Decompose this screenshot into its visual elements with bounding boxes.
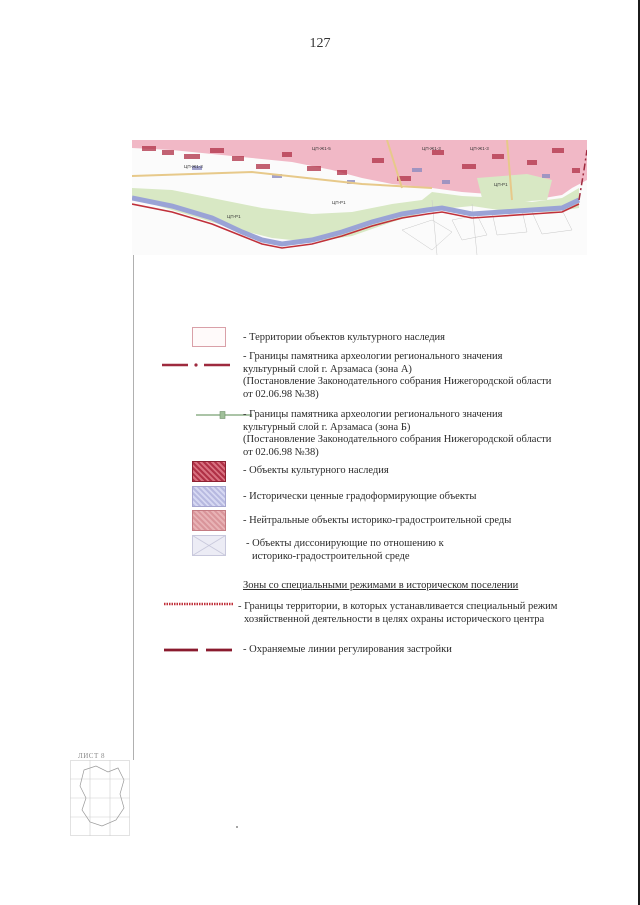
special-regime-boundary-symbol xyxy=(164,601,234,607)
map-fragment xyxy=(132,140,587,255)
heritage-territory-swatch xyxy=(192,327,226,347)
map-label: ЦП-Ж1-3 xyxy=(470,146,489,151)
zones-heading: Зоны со специальными режимами в историческом поселении xyxy=(243,580,519,591)
neutral-objects-swatch xyxy=(192,510,226,531)
legend-item xyxy=(243,409,551,459)
valuable-objects-swatch xyxy=(192,486,226,507)
regulation-line-symbol xyxy=(164,646,232,654)
legend-line: культурный слой г. Арзамаса (зона Б) xyxy=(243,421,411,433)
map-label: ЦП-Ж1-3 xyxy=(422,146,441,151)
legend-line: культурный слой г. Арзамаса (зона А) xyxy=(243,363,412,375)
legend-item: - Объекты культурного наследия xyxy=(243,465,389,476)
legend-item: - Нейтральные объекты историко-градостроительной среды xyxy=(243,515,512,526)
legend-item: - Территории объектов культурного наследия xyxy=(243,332,445,343)
heritage-objects-swatch xyxy=(192,461,226,482)
sheet-frame-line xyxy=(133,255,134,760)
legend-line: - Объекты диссонирующие по отношению к xyxy=(246,538,444,549)
legend-line: (Постановление Законодательного собрания Нижегородской области xyxy=(243,434,552,445)
legend-line: - Границы территории, в которых устанавливается специальный режим xyxy=(238,601,558,612)
map-label: ЦП-Р1 xyxy=(227,214,241,219)
dissonant-objects-swatch xyxy=(192,535,226,556)
legend-line: историко-градостроительной среде xyxy=(252,550,410,562)
sheet-label: ЛИСТ 8 xyxy=(78,752,105,760)
map-label: ЦП-Ж1-5 xyxy=(312,146,331,151)
legend-line: от 02.06.98 №38) xyxy=(243,388,319,400)
sheet-key-map xyxy=(70,760,130,836)
map-label: ЦП-Р1 xyxy=(494,182,508,187)
page-number: 127 xyxy=(309,36,331,51)
map-label: ЦП-Ж1-3 xyxy=(184,164,203,169)
legend-item: - Охраняемые линии регулирования застройки xyxy=(243,644,452,655)
legend-line: - Границы памятника археологии регионального значения xyxy=(243,409,503,420)
legend-item xyxy=(243,351,551,401)
archaeology-boundary-a-symbol xyxy=(162,360,230,370)
legend-item: - Исторически ценные градоформирующие объекты xyxy=(243,491,477,502)
map-label: ЦП-Р1 xyxy=(332,200,346,205)
legend-item xyxy=(246,538,444,563)
legend-line: от 02.06.98 №38) xyxy=(243,446,319,458)
legend-item xyxy=(238,601,557,626)
legend-line: (Постановление Законодательного собрания Нижегородской области xyxy=(243,376,552,387)
legend-line: - Границы памятника археологии регионального значения xyxy=(243,351,503,362)
legend-line: хозяйственной деятельности в целях охраны исторического центра xyxy=(244,613,545,625)
scan-artifact xyxy=(236,826,238,828)
